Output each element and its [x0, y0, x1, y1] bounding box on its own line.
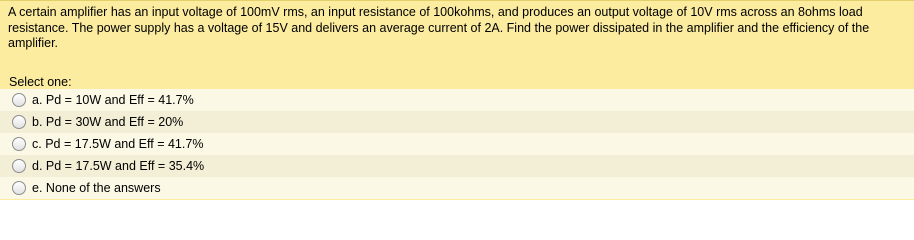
radio-button-icon[interactable]: [12, 181, 26, 195]
answer-option-c[interactable]: [0, 133, 914, 155]
answer-option-d[interactable]: [0, 155, 914, 177]
answer-letter: c.: [32, 137, 42, 151]
radio-button-icon[interactable]: [12, 159, 26, 173]
radio-button-icon[interactable]: [12, 137, 26, 151]
answer-label[interactable]: Pd = 17.5W and Eff = 41.7%: [45, 137, 204, 151]
answer-letter: a.: [32, 93, 43, 107]
answer-letter: b.: [32, 115, 43, 129]
answer-letter: d.: [32, 159, 43, 173]
answer-options: [0, 89, 914, 199]
radio-button-icon[interactable]: [12, 115, 26, 129]
question-text: A certain amplifier has an input voltage of 100mV rms, an input resistance of 100kohms, and produces an output voltage of 10V rms across an 8ohms load resistance. The power supply has a voltage of 15V and delivers an average current of 2A. Find the power dissipated in the amplifier and the efficiency of the amplifier.: [8, 5, 870, 50]
answer-label[interactable]: Pd = 30W and Eff = 20%: [45, 115, 184, 129]
answer-option-e[interactable]: [0, 177, 914, 199]
select-one-prompt: Select one:: [9, 75, 72, 89]
answer-label[interactable]: Pd = 17.5W and Eff = 35.4%: [45, 159, 205, 173]
answer-option-b[interactable]: [0, 111, 914, 133]
radio-button-icon[interactable]: [12, 93, 26, 107]
answer-option-a[interactable]: [0, 89, 914, 111]
answer-letter: e.: [32, 181, 43, 195]
answer-label[interactable]: Pd = 10W and Eff = 41.7%: [45, 93, 194, 107]
answer-label[interactable]: None of the answers: [45, 181, 161, 195]
